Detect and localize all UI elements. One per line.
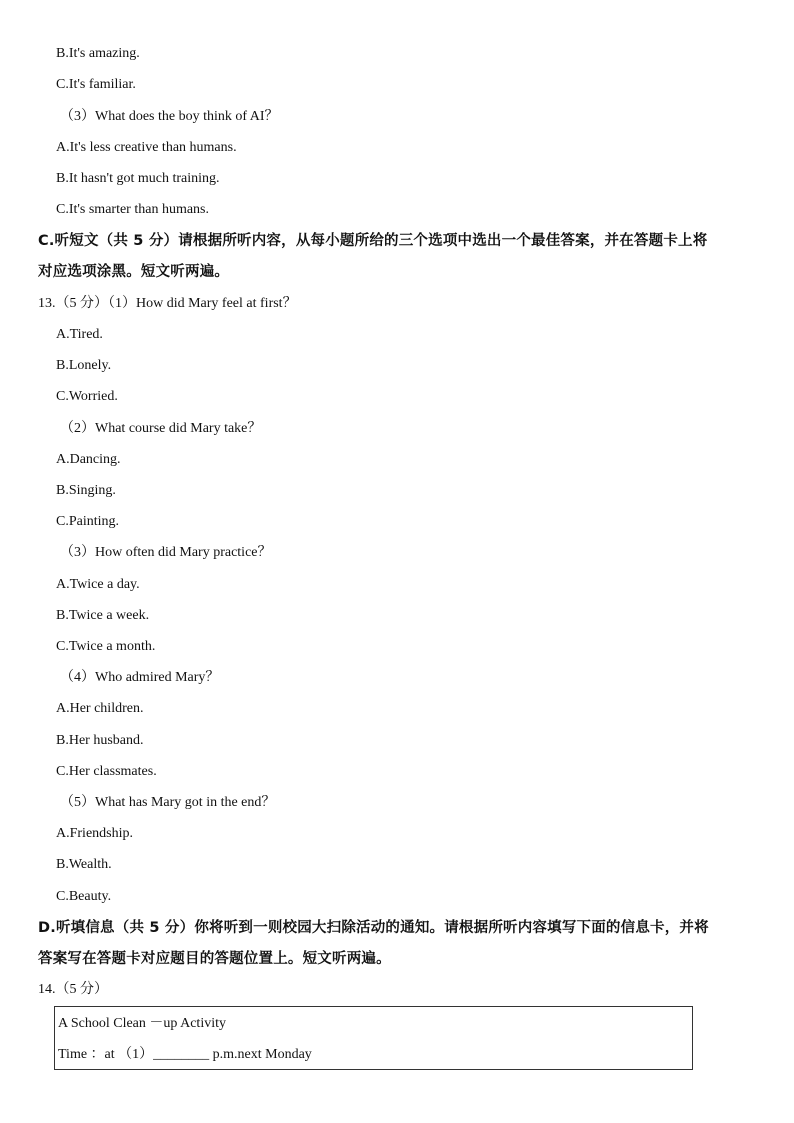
q13-1-option-c: C.Worried. [56, 389, 118, 404]
q13-2-option-b: B.Singing. [56, 483, 116, 498]
q13-4-option-b: B.Her husband. [56, 733, 144, 748]
q13-4-option-a: A.Her children. [56, 701, 144, 716]
section-d-header-line2: 答案写在答题卡对应题目的答题位置上。短文听两遍。 [38, 951, 391, 967]
question-14-stem: 14.（5 分） [38, 982, 108, 997]
option-b-amazing: B.It's amazing. [56, 46, 140, 61]
option-b-training: B.It hasn't got much training. [56, 171, 220, 186]
q13-4-option-c: C.Her classmates. [56, 764, 157, 779]
q13-4-question: （4）Who admired Mary？ [60, 670, 220, 685]
q13-3-question: （3）How often did Mary practice？ [60, 545, 272, 560]
question-13-stem: 13.（5 分）（1）How did Mary feel at first？ [38, 296, 297, 311]
q13-3-option-c: C.Twice a month. [56, 639, 156, 654]
info-card [54, 1006, 693, 1070]
q13-5-option-b: B.Wealth. [56, 857, 112, 872]
q13-5-option-a: A.Friendship. [56, 826, 133, 841]
q13-3-option-a: A.Twice a day. [56, 577, 140, 592]
q13-3-option-b: B.Twice a week. [56, 608, 150, 623]
q13-2-question: （2）What course did Mary take？ [60, 421, 262, 436]
option-c-familiar: C.It's familiar. [56, 77, 136, 92]
section-c-header-line1: C.听短文（共 5 分）请根据所听内容，从每小题所给的三个选项中选出一个最佳答案，并在答题卡上将 [38, 233, 708, 249]
section-c-header-line2: 对应选项涂黑。短文听两遍。 [38, 264, 230, 280]
q13-1-option-a: A.Tired. [56, 327, 103, 342]
q13-2-option-a: A.Dancing. [56, 452, 121, 467]
sub-question-ai: （3）What does the boy think of AI？ [60, 109, 279, 124]
section-d-header-line1: D.听填信息（共 5 分）你将听到一则校园大扫除活动的通知。请根据所听内容填写下面的信息卡，并将 [38, 920, 709, 936]
q13-5-option-c: C.Beauty. [56, 889, 112, 904]
q13-2-option-c: C.Painting. [56, 514, 120, 529]
option-a-less-creative: A.It's less creative than humans. [56, 140, 237, 155]
option-c-smarter: C.It's smarter than humans. [56, 202, 209, 217]
q13-5-question: （5）What has Mary got in the end？ [60, 795, 276, 810]
q13-1-option-b: B.Lonely. [56, 358, 112, 373]
info-card-time-line: Time ：at （1）________ p.m.next Monday [58, 1047, 312, 1062]
info-card-title: A School Clean －up Activity [58, 1016, 226, 1031]
